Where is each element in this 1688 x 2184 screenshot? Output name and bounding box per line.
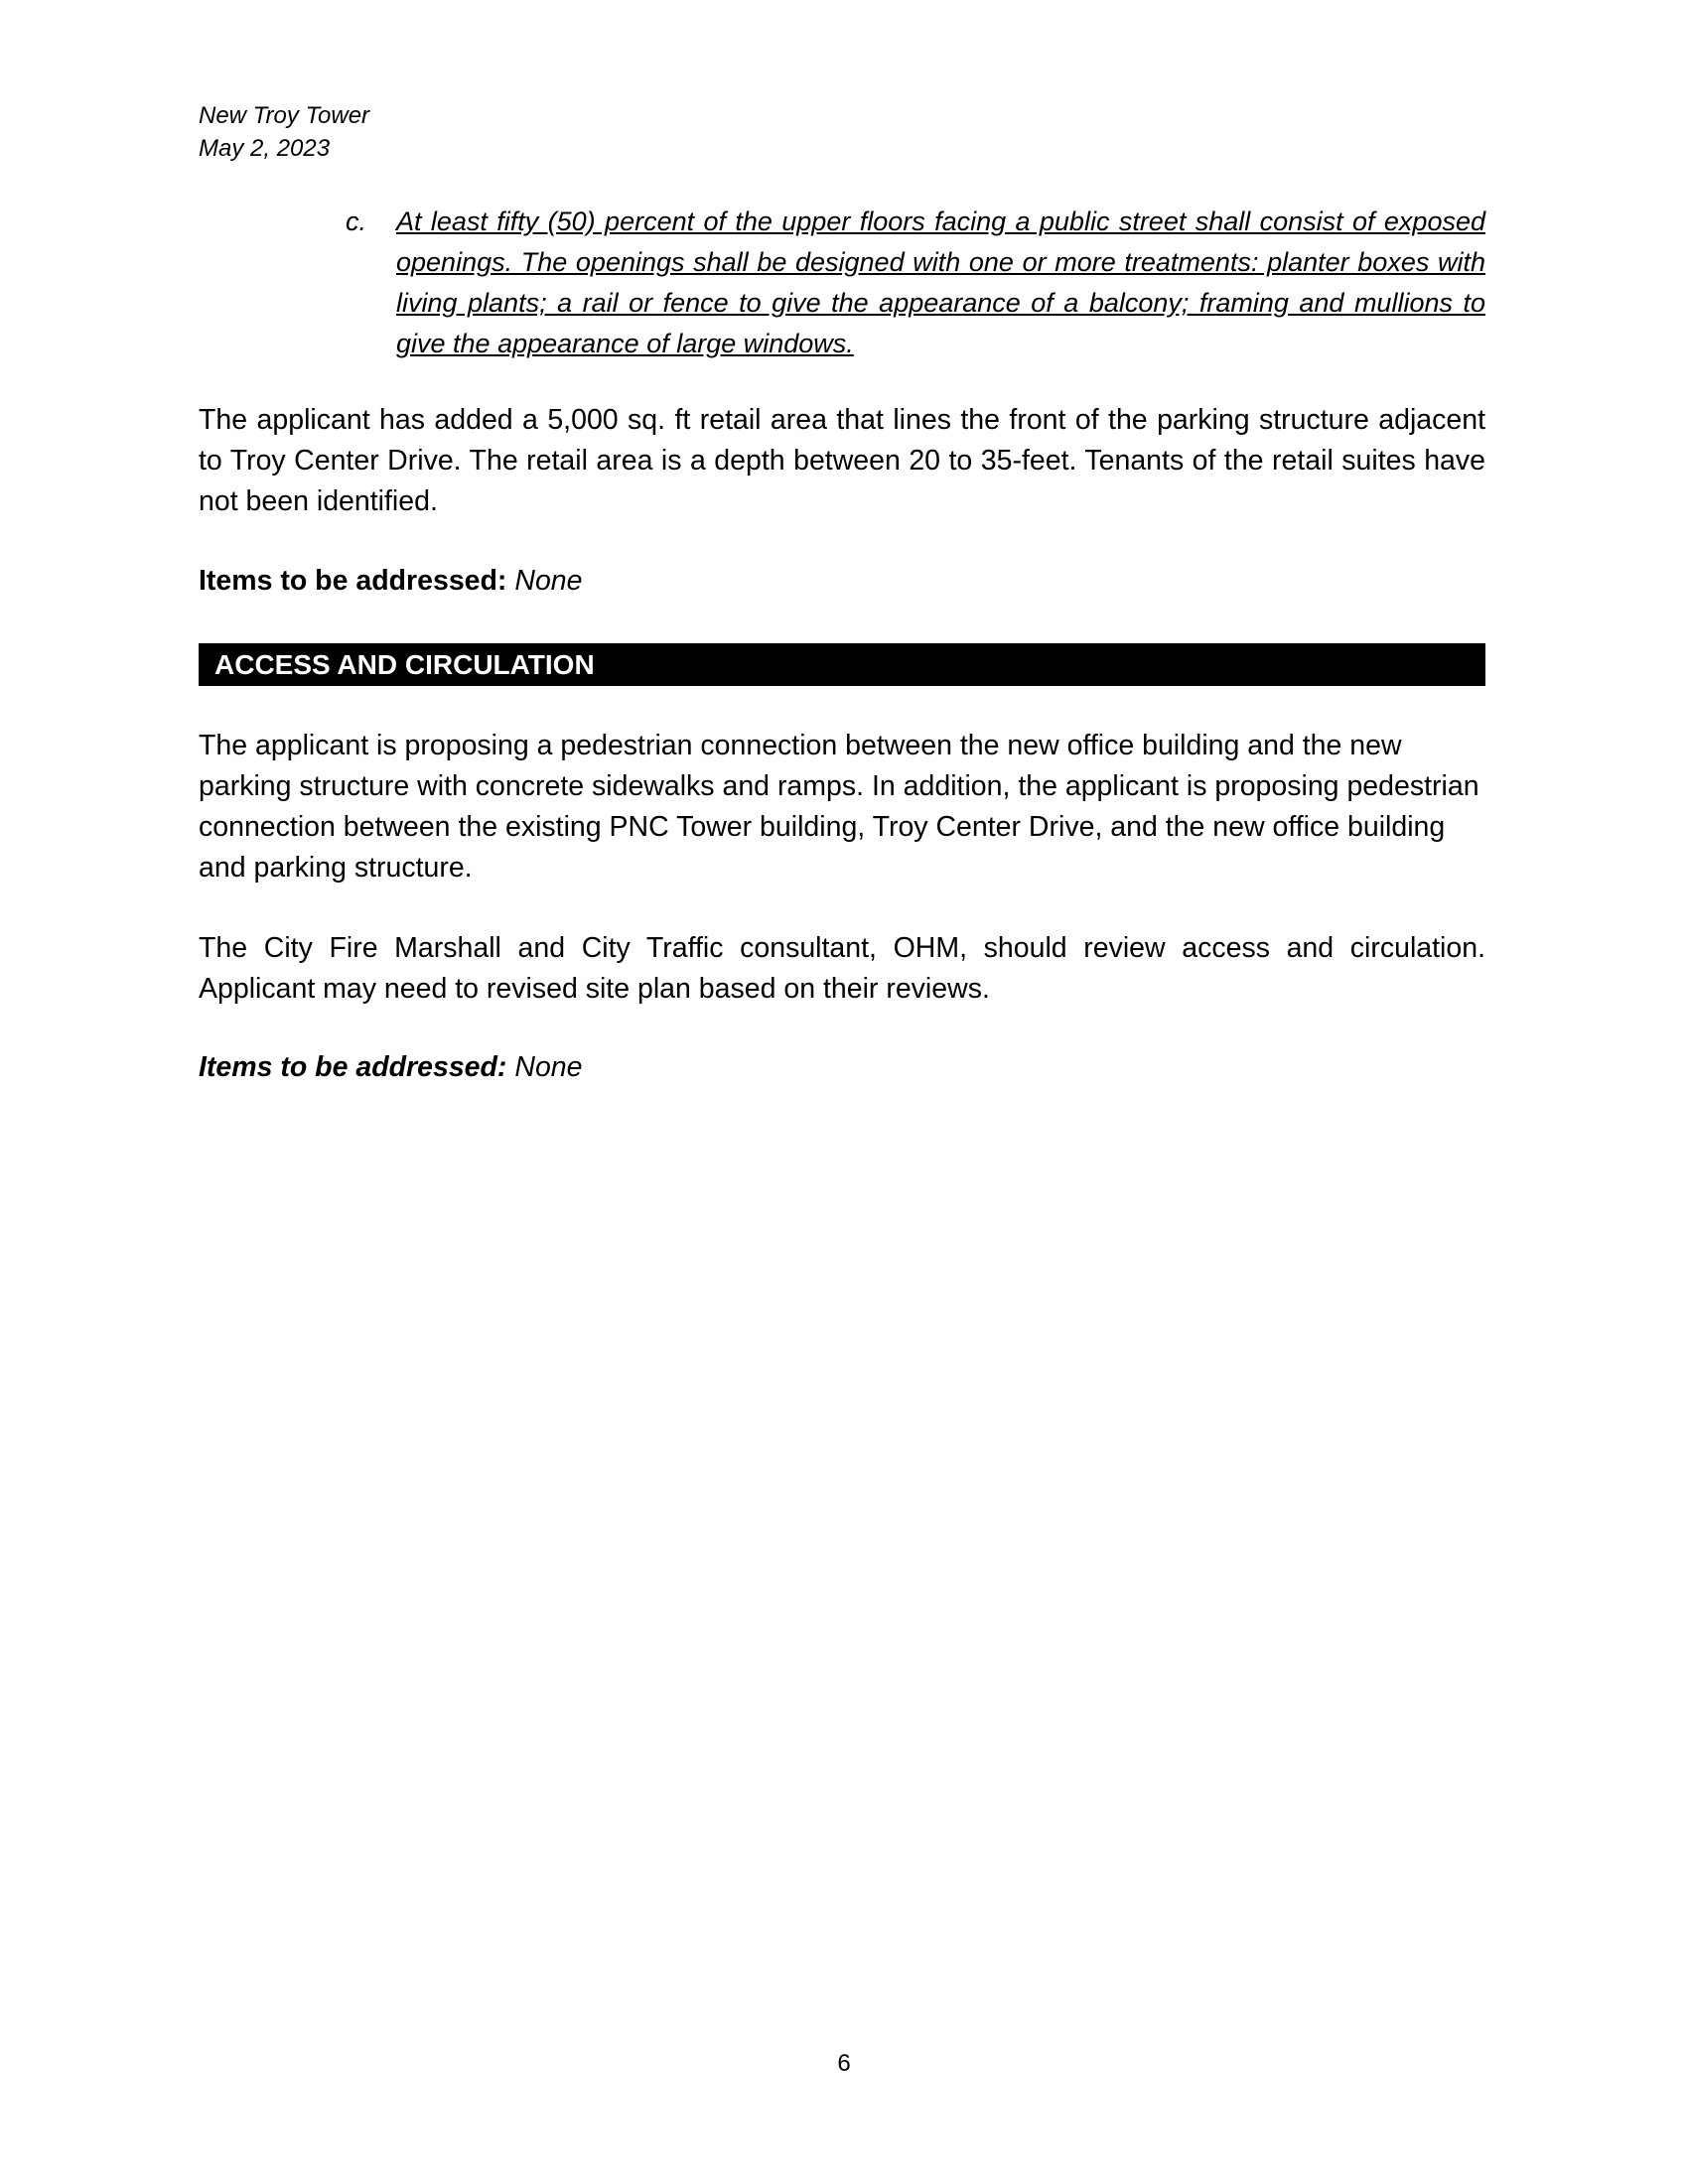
document-header [199, 99, 369, 165]
page-number: 6 [837, 2050, 851, 2077]
items-value: None [514, 565, 583, 597]
header-date: May 2, 2023 [199, 135, 331, 162]
paragraph-review: The City Fire Marshall and City Traffic consultant, OHM, should review access and circulation. Applicant may need to revised site plan based on their reviews. [199, 932, 1485, 1005]
section-heading: ACCESS AND CIRCULATION [214, 649, 595, 680]
section-heading-bar [199, 643, 1485, 686]
list-marker: c. [346, 206, 367, 236]
items-to-address-2 [199, 1047, 583, 1088]
items-value: None [514, 1051, 583, 1083]
paragraph-retail-area: The applicant has added a 5,000 sq. ft retail area that lines the front of the parking structure adjacent to Troy Center Drive. The retail area is a depth between 20 to 35-feet. Tenants of the retail suites have not been identified. [199, 404, 1485, 517]
paragraph-pedestrian-connection: The applicant is proposing a pedestrian connection between the new office building and the new parking structure with concrete sidewalks and ramps. In addition, the applicant is proposing pedestrian connection between the existing PNC Tower building, Troy Center Drive, and the new office building and parking structure. [199, 730, 1479, 884]
header-title: New Troy Tower [199, 102, 370, 129]
items-label: Items to be addressed: [199, 565, 507, 597]
items-to-address-1 [199, 561, 583, 602]
items-label: Items to be addressed: [199, 1051, 507, 1083]
list-item-text: At least fifty (50) percent of the upper floors facing a public street shall consist of exposed openings. The openings shall be designed with one or more treatments: planter boxes with living plants; a rail or fence to give the appearance of a balcony; framing and mullions to give the appearance of large windows. [396, 206, 1485, 358]
